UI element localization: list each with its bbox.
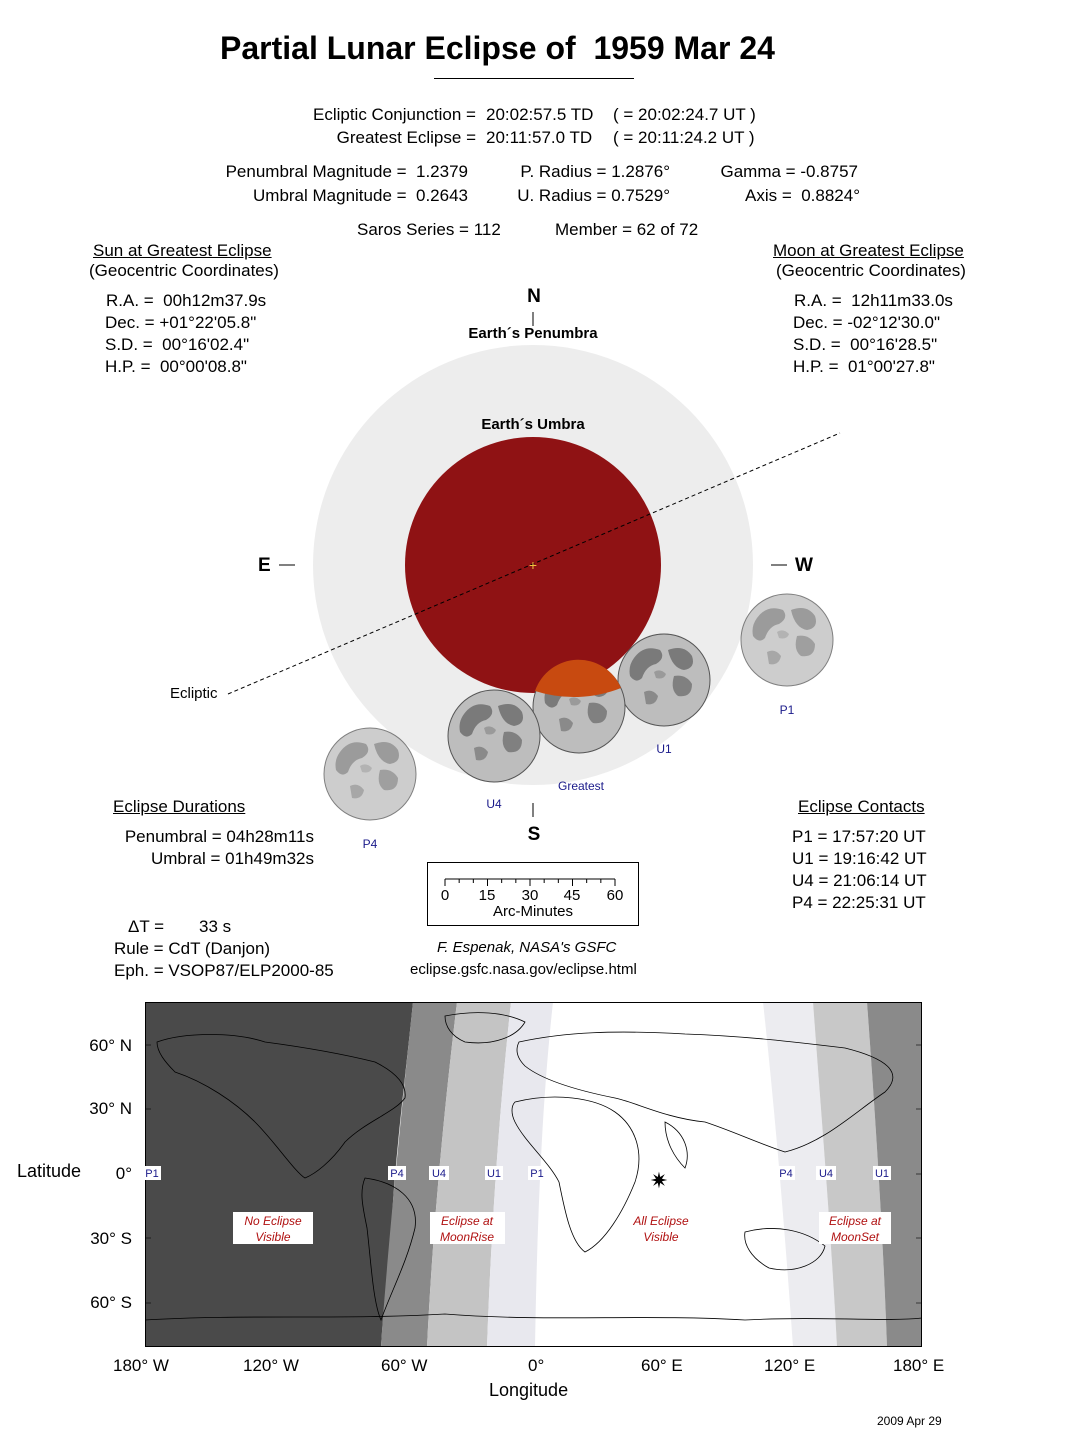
- saros-member: Member = 62 of 72: [555, 220, 699, 239]
- page-title: Partial Lunar Eclipse of 1959 Mar 24: [220, 30, 775, 66]
- latitude-title: Latitude: [17, 1161, 82, 1181]
- eclipse-diagram: [0, 280, 1082, 860]
- sun-subpoint-icon: ✷: [649, 1168, 669, 1193]
- zone-no-eclipse: [145, 1002, 413, 1347]
- duration-penumbral: Penumbral = 04h28m11s: [124, 827, 314, 846]
- scale-tick-60: 60: [606, 887, 624, 904]
- north-label: N: [527, 286, 541, 307]
- moon-subheading: (Geocentric Coordinates): [776, 261, 966, 280]
- zone-label-none-2: Visible: [255, 1230, 291, 1244]
- zone-label-none-1: No Eclipse: [244, 1214, 302, 1228]
- greatest-label: Greatest Eclipse =: [336, 128, 476, 147]
- scale-tick-15: 15: [478, 887, 496, 904]
- map-mark-u4-west: U4: [431, 1168, 447, 1180]
- conjunction-label: Ecliptic Conjunction =: [312, 105, 476, 124]
- sun-subheading: (Geocentric Coordinates): [89, 261, 279, 280]
- lat-30s: 30° S: [90, 1229, 132, 1248]
- contacts-heading: Eclipse Contacts: [798, 797, 925, 816]
- moon-label-p4: P4: [362, 837, 378, 851]
- west-label: W: [795, 555, 813, 576]
- zone-label-all-2: Visible: [643, 1230, 679, 1244]
- delta-t-label: ΔT =: [128, 917, 165, 936]
- east-label: E: [258, 555, 271, 576]
- zone-label-set-1: Eclipse at: [828, 1214, 882, 1228]
- title-rule: [434, 78, 634, 79]
- conjunction-ut: ( = 20:02:24.7 UT ): [613, 105, 756, 124]
- u-radius: U. Radius = 0.7529°: [517, 186, 670, 205]
- zone-label-rise-2: MoonRise: [439, 1230, 495, 1244]
- duration-umbral: Umbral = 01h49m32s: [150, 849, 314, 868]
- map-mark-p1-west: P1: [145, 1168, 159, 1180]
- scale-tick-0: 0: [440, 887, 450, 904]
- longitude-title: Longitude: [489, 1380, 569, 1400]
- lon-180w: 180° W: [113, 1356, 169, 1375]
- moon-label-greatest: Greatest: [557, 779, 605, 793]
- contact-p1: P1 = 17:57:20 UT: [792, 827, 926, 846]
- moon-hp: H.P. = 01°00'27.8": [793, 357, 935, 376]
- scale-tick-30: 30: [521, 887, 539, 904]
- moon-u1: [618, 634, 710, 726]
- umbra-label: Earth´s Umbra: [481, 416, 585, 433]
- visibility-map: [145, 1002, 922, 1347]
- moon-sd: S.D. = 00°16'28.5": [793, 335, 938, 354]
- scale-label: Arc-Minutes: [492, 903, 574, 920]
- lon-120e: 120° E: [764, 1356, 816, 1375]
- lon-60e: 60° E: [641, 1356, 683, 1375]
- lat-60n: 60° N: [89, 1036, 132, 1055]
- source-url: eclipse.gsfc.nasa.gov/eclipse.html: [410, 961, 637, 978]
- durations-heading: Eclipse Durations: [113, 797, 246, 816]
- p-radius: P. Radius = 1.2876°: [520, 162, 670, 181]
- map-mark-u4-east: U4: [818, 1168, 834, 1180]
- map-mark-u1-mid: U1: [486, 1168, 502, 1180]
- sun-hp: H.P. = 00°00'08.8": [105, 357, 247, 376]
- sun-sd: S.D. = 00°16'02.4": [105, 335, 250, 354]
- greatest-ut: ( = 20:11:24.2 UT ): [613, 128, 755, 147]
- map-mark-p1-mid: P1: [530, 1168, 544, 1180]
- moon-label-u1: U1: [656, 742, 672, 756]
- date-stamp: 2009 Apr 29: [877, 1414, 942, 1428]
- credit: F. Espenak, NASA's GSFC: [437, 939, 617, 956]
- contact-u1: U1 = 19:16:42 UT: [792, 849, 927, 868]
- moon-p4: [324, 728, 416, 820]
- moon-ra: R.A. = 12h11m33.0s: [794, 291, 953, 310]
- gamma: Gamma = -0.8757: [720, 162, 858, 181]
- moon-p1: [741, 594, 833, 686]
- map-mark-u1-east: U1: [874, 1168, 890, 1180]
- lat-30n: 30° N: [89, 1099, 132, 1118]
- lat-0: 0°: [115, 1164, 132, 1183]
- moon-label-p1: P1: [779, 703, 795, 717]
- rule: Rule = CdT (Danjon): [114, 939, 271, 958]
- lon-60w: 60° W: [381, 1356, 428, 1375]
- contact-u4: U4 = 21:06:14 UT: [792, 871, 927, 890]
- zone-label-set-2: MoonSet: [830, 1230, 880, 1244]
- south-label: S: [527, 824, 541, 845]
- moon-heading: Moon at Greatest Eclipse: [773, 241, 964, 260]
- moon-label-u4: U4: [486, 797, 502, 811]
- ecliptic-label: Ecliptic: [170, 685, 218, 702]
- sun-heading: Sun at Greatest Eclipse: [93, 241, 272, 260]
- map-mark-p4-east: P4: [779, 1168, 793, 1180]
- moon-dec: Dec. = -02°12'30.0": [793, 313, 940, 332]
- axis: Axis = 0.8824°: [744, 186, 860, 205]
- sun-dec: Dec. = +01°22'05.8": [105, 313, 257, 332]
- penumbral-magnitude: Penumbral Magnitude = 1.2379: [225, 162, 468, 181]
- moon-u4: [448, 690, 540, 782]
- zone-label-rise-1: Eclipse at: [440, 1214, 494, 1228]
- contact-p4: P4 = 22:25:31 UT: [792, 893, 926, 912]
- lon-180e: 180° E: [893, 1356, 945, 1375]
- penumbra-label: Earth´s Penumbra: [468, 325, 598, 342]
- center-mark: +: [528, 557, 538, 573]
- conjunction-td: 20:02:57.5 TD: [486, 105, 594, 124]
- saros-series: Saros Series = 112: [357, 220, 501, 239]
- lon-120w: 120° W: [243, 1356, 299, 1375]
- map-mark-p4-west: P4: [390, 1168, 404, 1180]
- zone-label-all-1: All Eclipse: [633, 1214, 689, 1228]
- sun-ra: R.A. = 00h12m37.9s: [106, 291, 267, 310]
- lon-0: 0°: [528, 1356, 545, 1375]
- lat-60s: 60° S: [90, 1293, 132, 1312]
- arcminute-scale: [427, 862, 639, 926]
- ephemeris: Eph. = VSOP87/ELP2000-85: [114, 961, 334, 980]
- greatest-td: 20:11:57.0 TD: [486, 128, 593, 147]
- umbral-magnitude: Umbral Magnitude = 0.2643: [253, 186, 468, 205]
- delta-t-value: 33 s: [199, 917, 232, 936]
- scale-tick-45: 45: [563, 887, 581, 904]
